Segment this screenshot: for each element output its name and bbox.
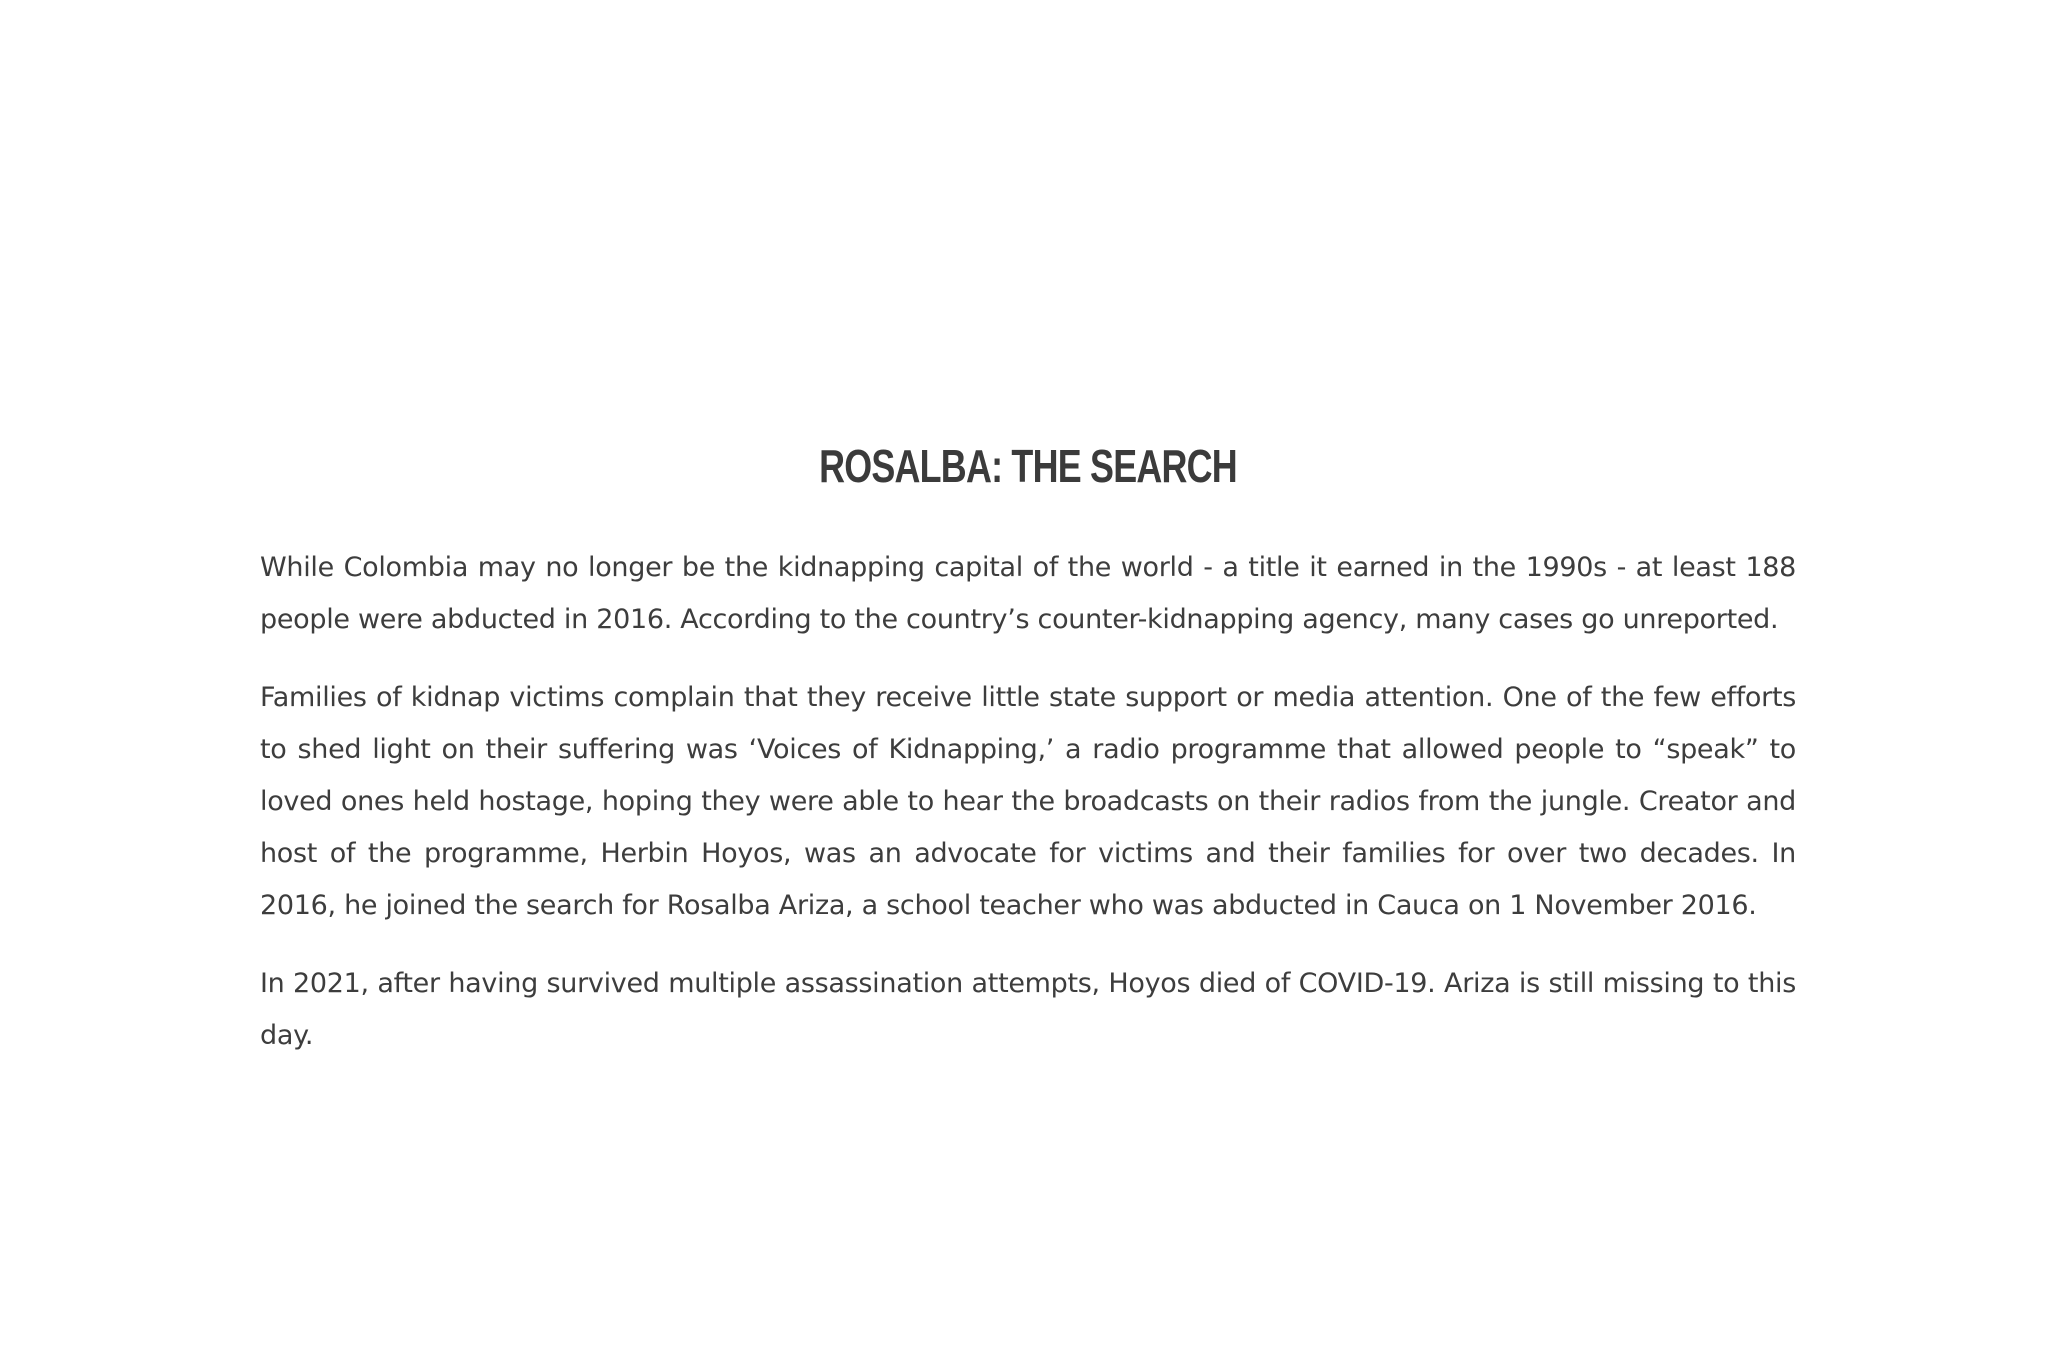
- paragraph-conclusion: In 2021, after having survived multiple assassination attempts, Hoyos died of COVID-19. Ariza is still missing to this day.: [260, 968, 1796, 1051]
- article: [260, 438, 1796, 1062]
- paragraph-intro: While Colombia may no longer be the kidnapping capital of the world - a title it earned in the 1990s - at least 188 people were abducted in 2016. According to the country’s counter-kidnapping agency, many cases go unreported.: [260, 552, 1796, 635]
- paragraph-voices-of-kidnapping: Families of kidnap victims complain that they receive little state support or media attention. One of the few efforts to shed light on their suffering was ‘Voices of Kidnapping,’ a radio programme that allowed people to “speak” to loved ones held hostage, hoping they were able to hear the broadcasts on their radios from the jungle. Creator and host of the programme, Herbin Hoyos, was an advocate for victims and their families for over two decades. In 2016, he joined the search for Rosalba Ariza, a school teacher who was abducted in Cauca on 1 November 2016.: [260, 682, 1796, 921]
- page-title: ROSALBA: THE SEARCH: [819, 440, 1237, 492]
